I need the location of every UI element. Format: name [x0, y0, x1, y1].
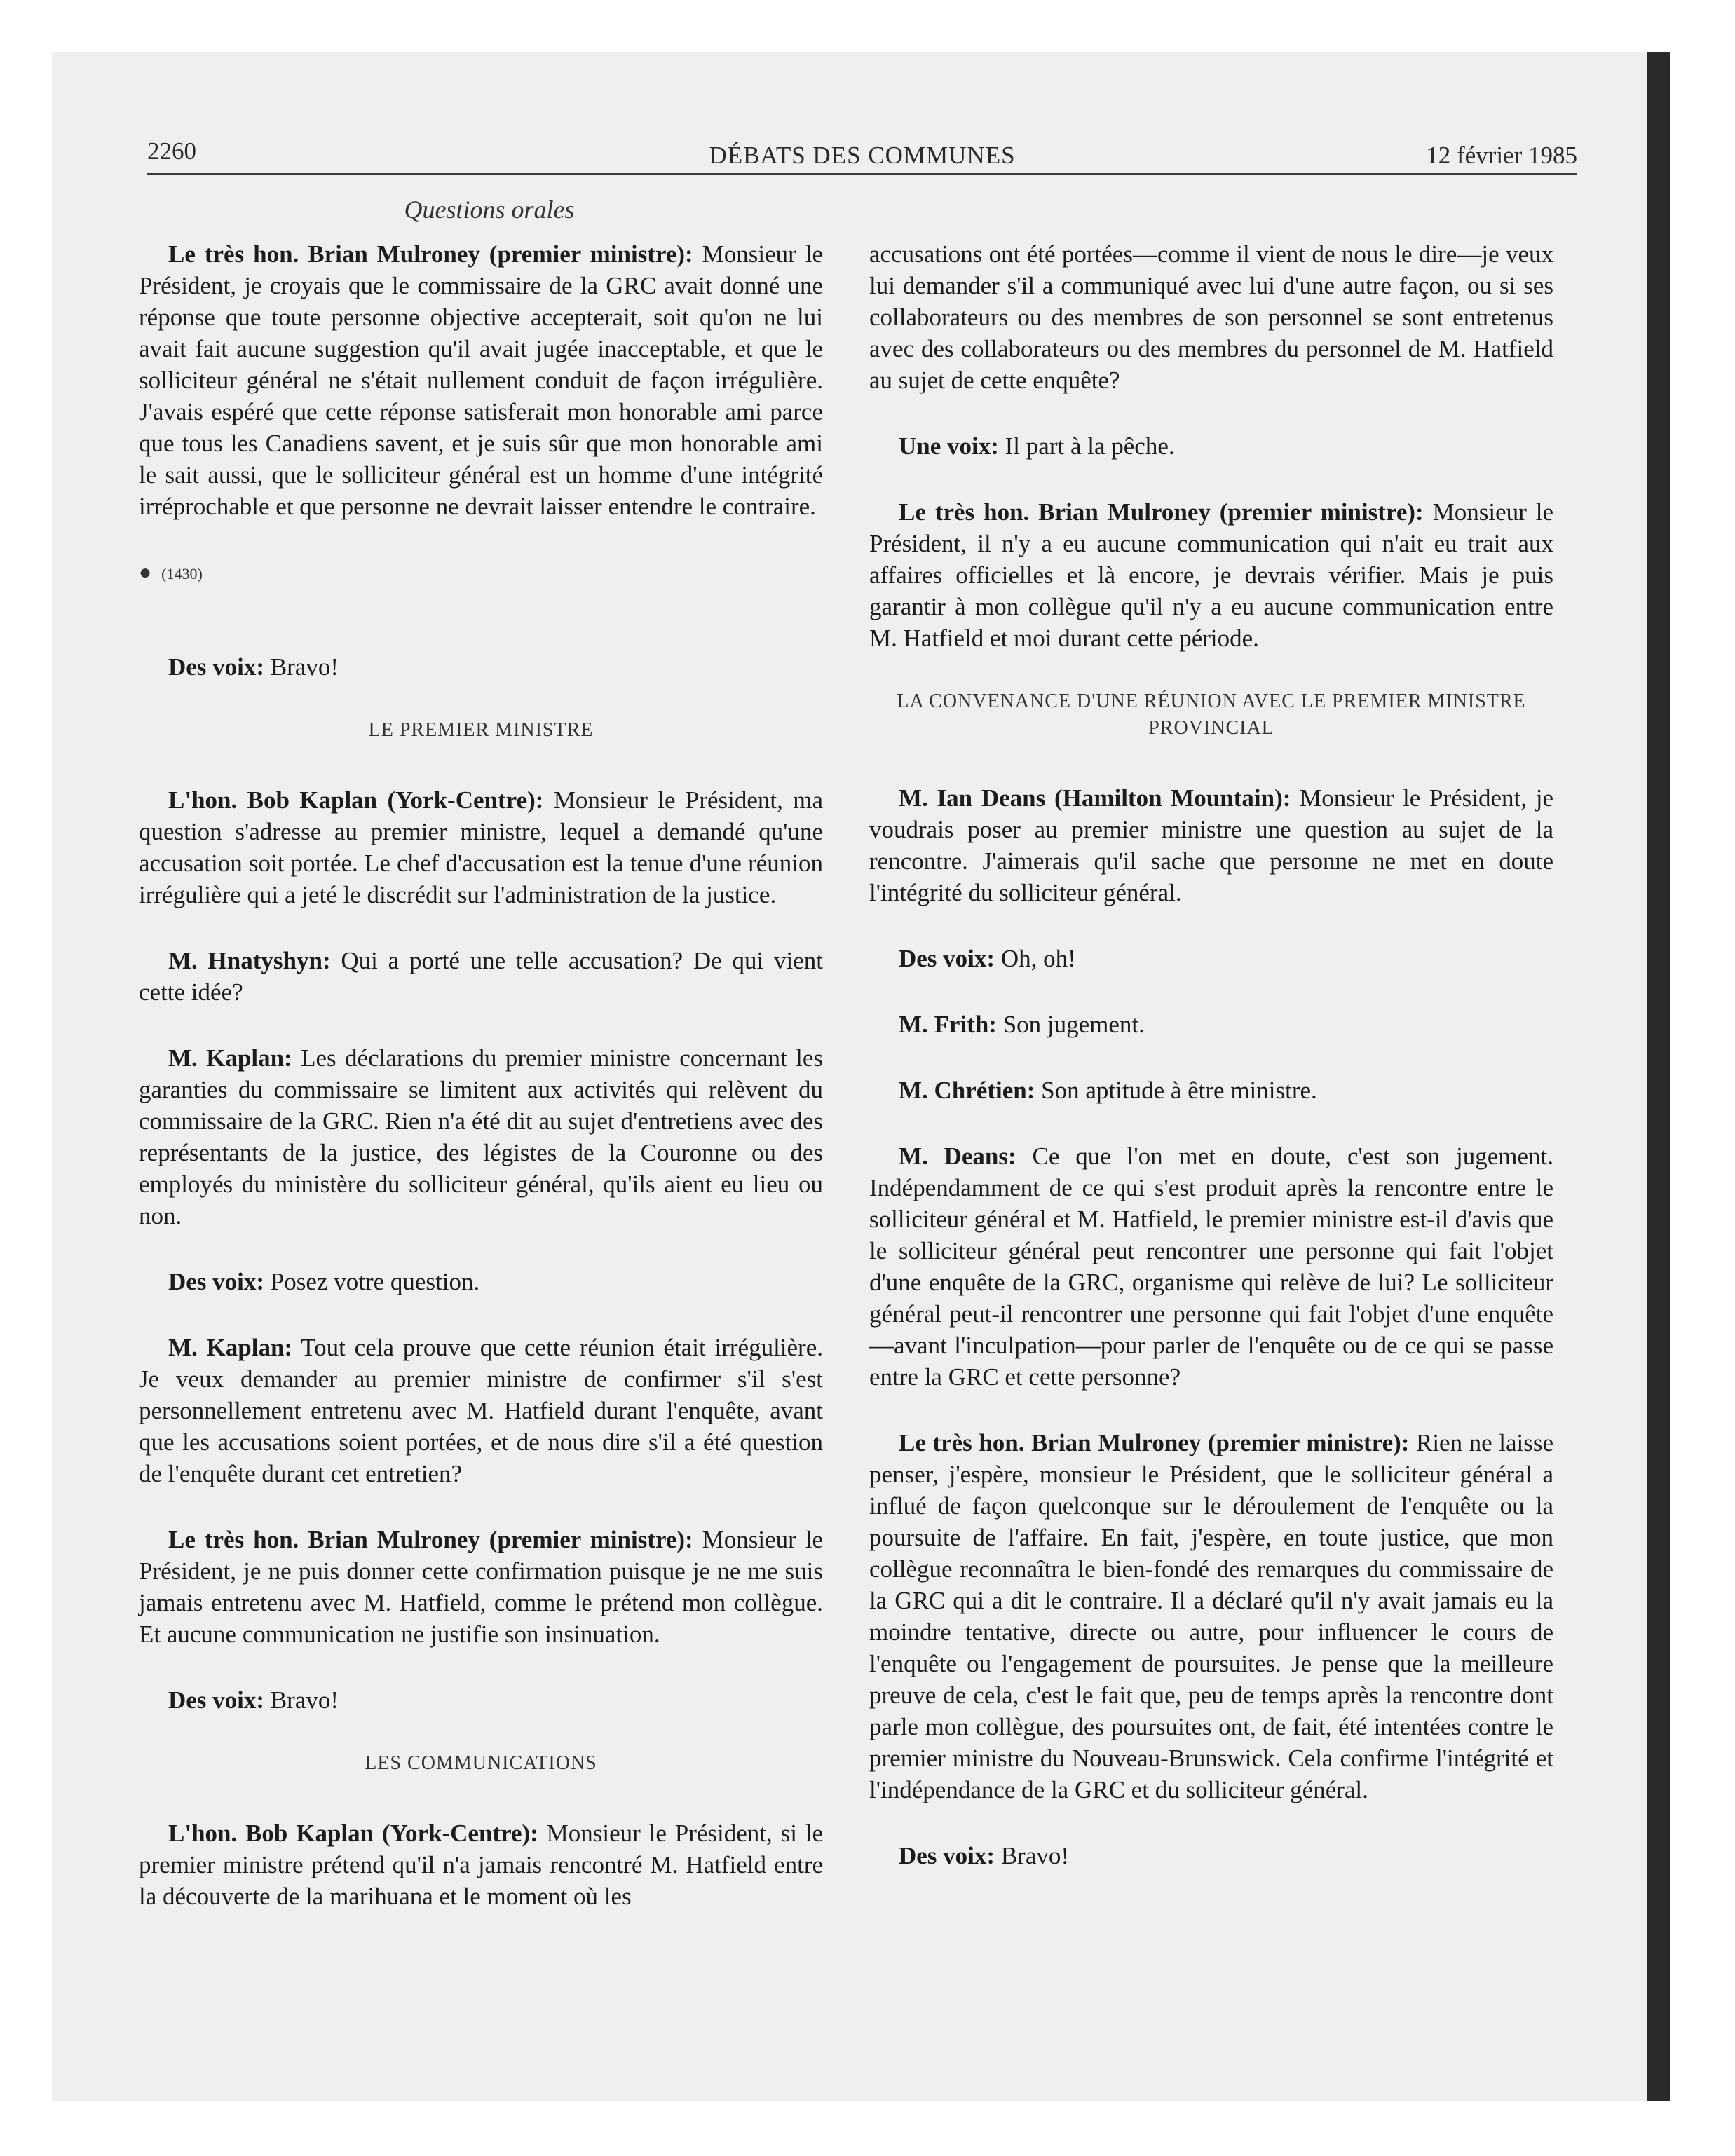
- speech-paragraph: [139, 1817, 823, 1912]
- speech-paragraph: [869, 782, 1553, 908]
- speaker-name: Des voix:: [899, 945, 995, 972]
- speech-text: Tout cela prouve que cette réunion était irrégulière. Je veux demander au premier ministre de confirmer s'il s'est personnellement entretenu avec M. Hatfield durant l'enquête, avant que les accusations soient portées, et de nous dire s'il a été question de l'enquête durant cet entretien?: [139, 1334, 823, 1487]
- speech-text: Posez votre question.: [264, 1268, 480, 1295]
- speech-paragraph: [869, 1427, 1553, 1806]
- scan-edge-shadow: [1647, 52, 1670, 2101]
- speech-paragraph: [139, 651, 823, 683]
- speaker-name: Des voix:: [168, 653, 265, 681]
- time-marker: [139, 557, 823, 589]
- speech-paragraph: [139, 1332, 823, 1489]
- speaker-name: L'hon. Bob Kaplan (York-Centre):: [168, 1820, 538, 1847]
- speech-paragraph: [869, 1074, 1553, 1106]
- publication-title: DÉBATS DES COMMUNES: [709, 142, 1016, 169]
- speech-text: Son aptitude à être ministre.: [1035, 1077, 1317, 1104]
- speaker-name: M. Kaplan:: [168, 1044, 292, 1072]
- bullet-icon: ●: [139, 561, 152, 584]
- section-heading: LA CONVENANCE D'UNE RÉUNION AVEC LE PREMIER MINISTRE PROVINCIAL: [897, 690, 1526, 739]
- speech-text: Monsieur le Président, je croyais que le commissaire de la GRC avait donné une réponse que toute personne objective accepterait, soit qu'on ne lui avait fait aucune suggestion qu'il avait jugée inacceptable, et que le solliciteur général ne s'était nullement conduit de façon irrégulière. J'avais espéré que cette réponse satisferait mon honorable ami parce que tous les Canadiens savent, et je suis sûr que mon honorable ami le sait aussi, que le solliciteur général est un homme d'une intégrité irréprochable et que personne ne devrait laisser entendre le contraire.: [139, 240, 823, 520]
- speaker-name: L'hon. Bob Kaplan (York-Centre):: [168, 786, 544, 814]
- speaker-name: M. Frith:: [899, 1011, 997, 1038]
- speaker-name: Le très hon. Brian Mulroney (premier ministre):: [899, 1429, 1410, 1456]
- section-heading: LES COMMUNICATIONS: [365, 1752, 597, 1774]
- speech-text: Bravo!: [995, 1842, 1070, 1869]
- speech-text: Monsieur le Président, je ne puis donner cette confirmation puisque je ne me suis jamais entretenu avec M. Hatfield, comme le prétend mon collègue. Et aucune communication ne justifie son insinuation.: [139, 1526, 823, 1648]
- speech-paragraph: [139, 784, 823, 910]
- speech-paragraph: [139, 1042, 823, 1231]
- speech-paragraph: [869, 1140, 1553, 1393]
- section-heading: LE PREMIER MINISTRE: [368, 719, 594, 741]
- right-column: [869, 238, 1553, 1871]
- speech-text: Bravo!: [264, 1686, 339, 1714]
- speech-paragraph: [869, 430, 1553, 462]
- speech-text: Qui a porté une telle accusation? De qui vient cette idée?: [139, 947, 823, 1006]
- speaker-name: M. Ian Deans (Hamilton Mountain):: [899, 784, 1291, 812]
- speech-text: Son jugement.: [996, 1011, 1145, 1038]
- speech-paragraph: [869, 943, 1553, 974]
- speech-text: Les déclarations du premier ministre concernant les garanties du commissaire se limitent aux activités qui relèvent du commissaire de la GRC. Rien n'a été dit au sujet d'entretiens avec des représentants de la justice, des légistes de la Couronne ou des employés du ministère du solliciteur général, qu'ils aient eu lieu ou non.: [139, 1044, 823, 1229]
- speaker-name: M. Hnatyshyn:: [168, 947, 331, 974]
- speech-text: accusations ont été portées—comme il vient de nous le dire—je veux lui demander s'il a communiqué avec lui d'une autre façon, ou si ses collaborateurs ou des membres de son personnel se sont entretenus avec des collaborateurs ou des membres du personnel de M. Hatfield au sujet de cette enquête?: [869, 240, 1553, 394]
- speech-paragraph: [139, 945, 823, 1008]
- speech-text: Ce que l'on met en doute, c'est son jugement. Indépendamment de ce qui s'est produit après la rencontre entre le solliciteur général et M. Hatfield, le premier ministre est-il d'avis que le solliciteur général peut rencontrer une personne qui fait l'objet d'une enquête de la GRC, organisme qui relève de lui? Le solliciteur général peut-il rencontrer une personne qui fait l'objet d'une enquête—avant l'inculpation—pour parler de l'enquête ou de ce qui se passe entre la GRC et cette personne?: [869, 1142, 1553, 1391]
- speaker-name: M. Chrétien:: [899, 1077, 1035, 1104]
- speech-paragraph: [139, 1524, 823, 1650]
- speaker-name: Des voix:: [168, 1268, 265, 1295]
- speech-continuation: [869, 238, 1553, 396]
- speech-text: Monsieur le Président, il n'y a eu aucune communication qui n'ait eu trait aux affaires officielles et là encore, je devrais vérifier. Mais je puis garantir à mon collègue qu'il n'y a eu aucune communication entre M. Hatfield et moi durant cette période.: [869, 498, 1553, 652]
- speech-paragraph: [869, 1840, 1553, 1871]
- speaker-name: Le très hon. Brian Mulroney (premier ministre):: [168, 1526, 693, 1553]
- page-number: 2260: [147, 137, 196, 165]
- speech-paragraph: [869, 496, 1553, 654]
- header-rule: [147, 173, 1577, 175]
- speech-text: Bravo!: [264, 653, 339, 681]
- section-label: Questions orales: [404, 196, 575, 224]
- speaker-name: M. Deans:: [899, 1142, 1016, 1170]
- speech-text: Il part à la pêche.: [998, 432, 1175, 460]
- speaker-name: Le très hon. Brian Mulroney (premier ministre):: [899, 498, 1424, 526]
- speech-text: Monsieur le Président, ma question s'adresse au premier ministre, lequel a demandé qu'une accusation soit portée. Le chef d'accusation est la tenue d'une réunion irrégulière qui a jeté le discrédit sur l'administration de la justice.: [139, 786, 823, 908]
- publication-date: 12 février 1985: [1426, 142, 1577, 169]
- speaker-name: Le très hon. Brian Mulroney (premier ministre):: [168, 240, 693, 268]
- speaker-name: Des voix:: [899, 1842, 995, 1869]
- speech-paragraph: [139, 1266, 823, 1297]
- time-marker-text: (1430): [161, 565, 203, 582]
- speaker-name: M. Kaplan:: [168, 1334, 293, 1361]
- speech-paragraph: [139, 238, 823, 522]
- speech-text: Oh, oh!: [995, 945, 1076, 972]
- speech-paragraph: [869, 1009, 1553, 1040]
- speaker-name: Des voix:: [168, 1686, 265, 1714]
- speaker-name: Une voix:: [899, 432, 999, 460]
- speech-paragraph: [139, 1684, 823, 1716]
- speech-text: Monsieur le Président, je voudrais poser au premier ministre une question au sujet de la rencontre. J'aimerais qu'il sache que personne ne met en doute l'intégrité du solliciteur général.: [869, 784, 1553, 906]
- left-column: [139, 238, 823, 1912]
- speech-text: Rien ne laisse penser, j'espère, monsieur le Président, que le solliciteur général a influé de façon quelconque sur le déroulement de l'enquête ou la poursuite de l'affaire. En fait, j'espère, en toute justice, que mon collègue reconnaîtra le bien-fondé des remarques du commissaire de la GRC qui a dit le contraire. Il a déclaré qu'il n'y avait jamais eu la moindre tentative, directe ou autre, pour influencer le cours de l'enquête ou l'engagement de poursuites. Je pense que la meilleure preuve de cela, c'est le fait que, peu de temps après la rencontre dont parle mon collègue, des poursuites ont, de fait, été intentées contre le premier ministre du Nouveau-Brunswick. Cela confirme l'intégrité et l'indépendance de la GRC et du solliciteur général.: [869, 1429, 1553, 1803]
- speech-text: Monsieur le Président, si le premier ministre prétend qu'il n'a jamais rencontré M. Hatfield entre la découverte de la marihuana et le moment où les: [139, 1820, 824, 1910]
